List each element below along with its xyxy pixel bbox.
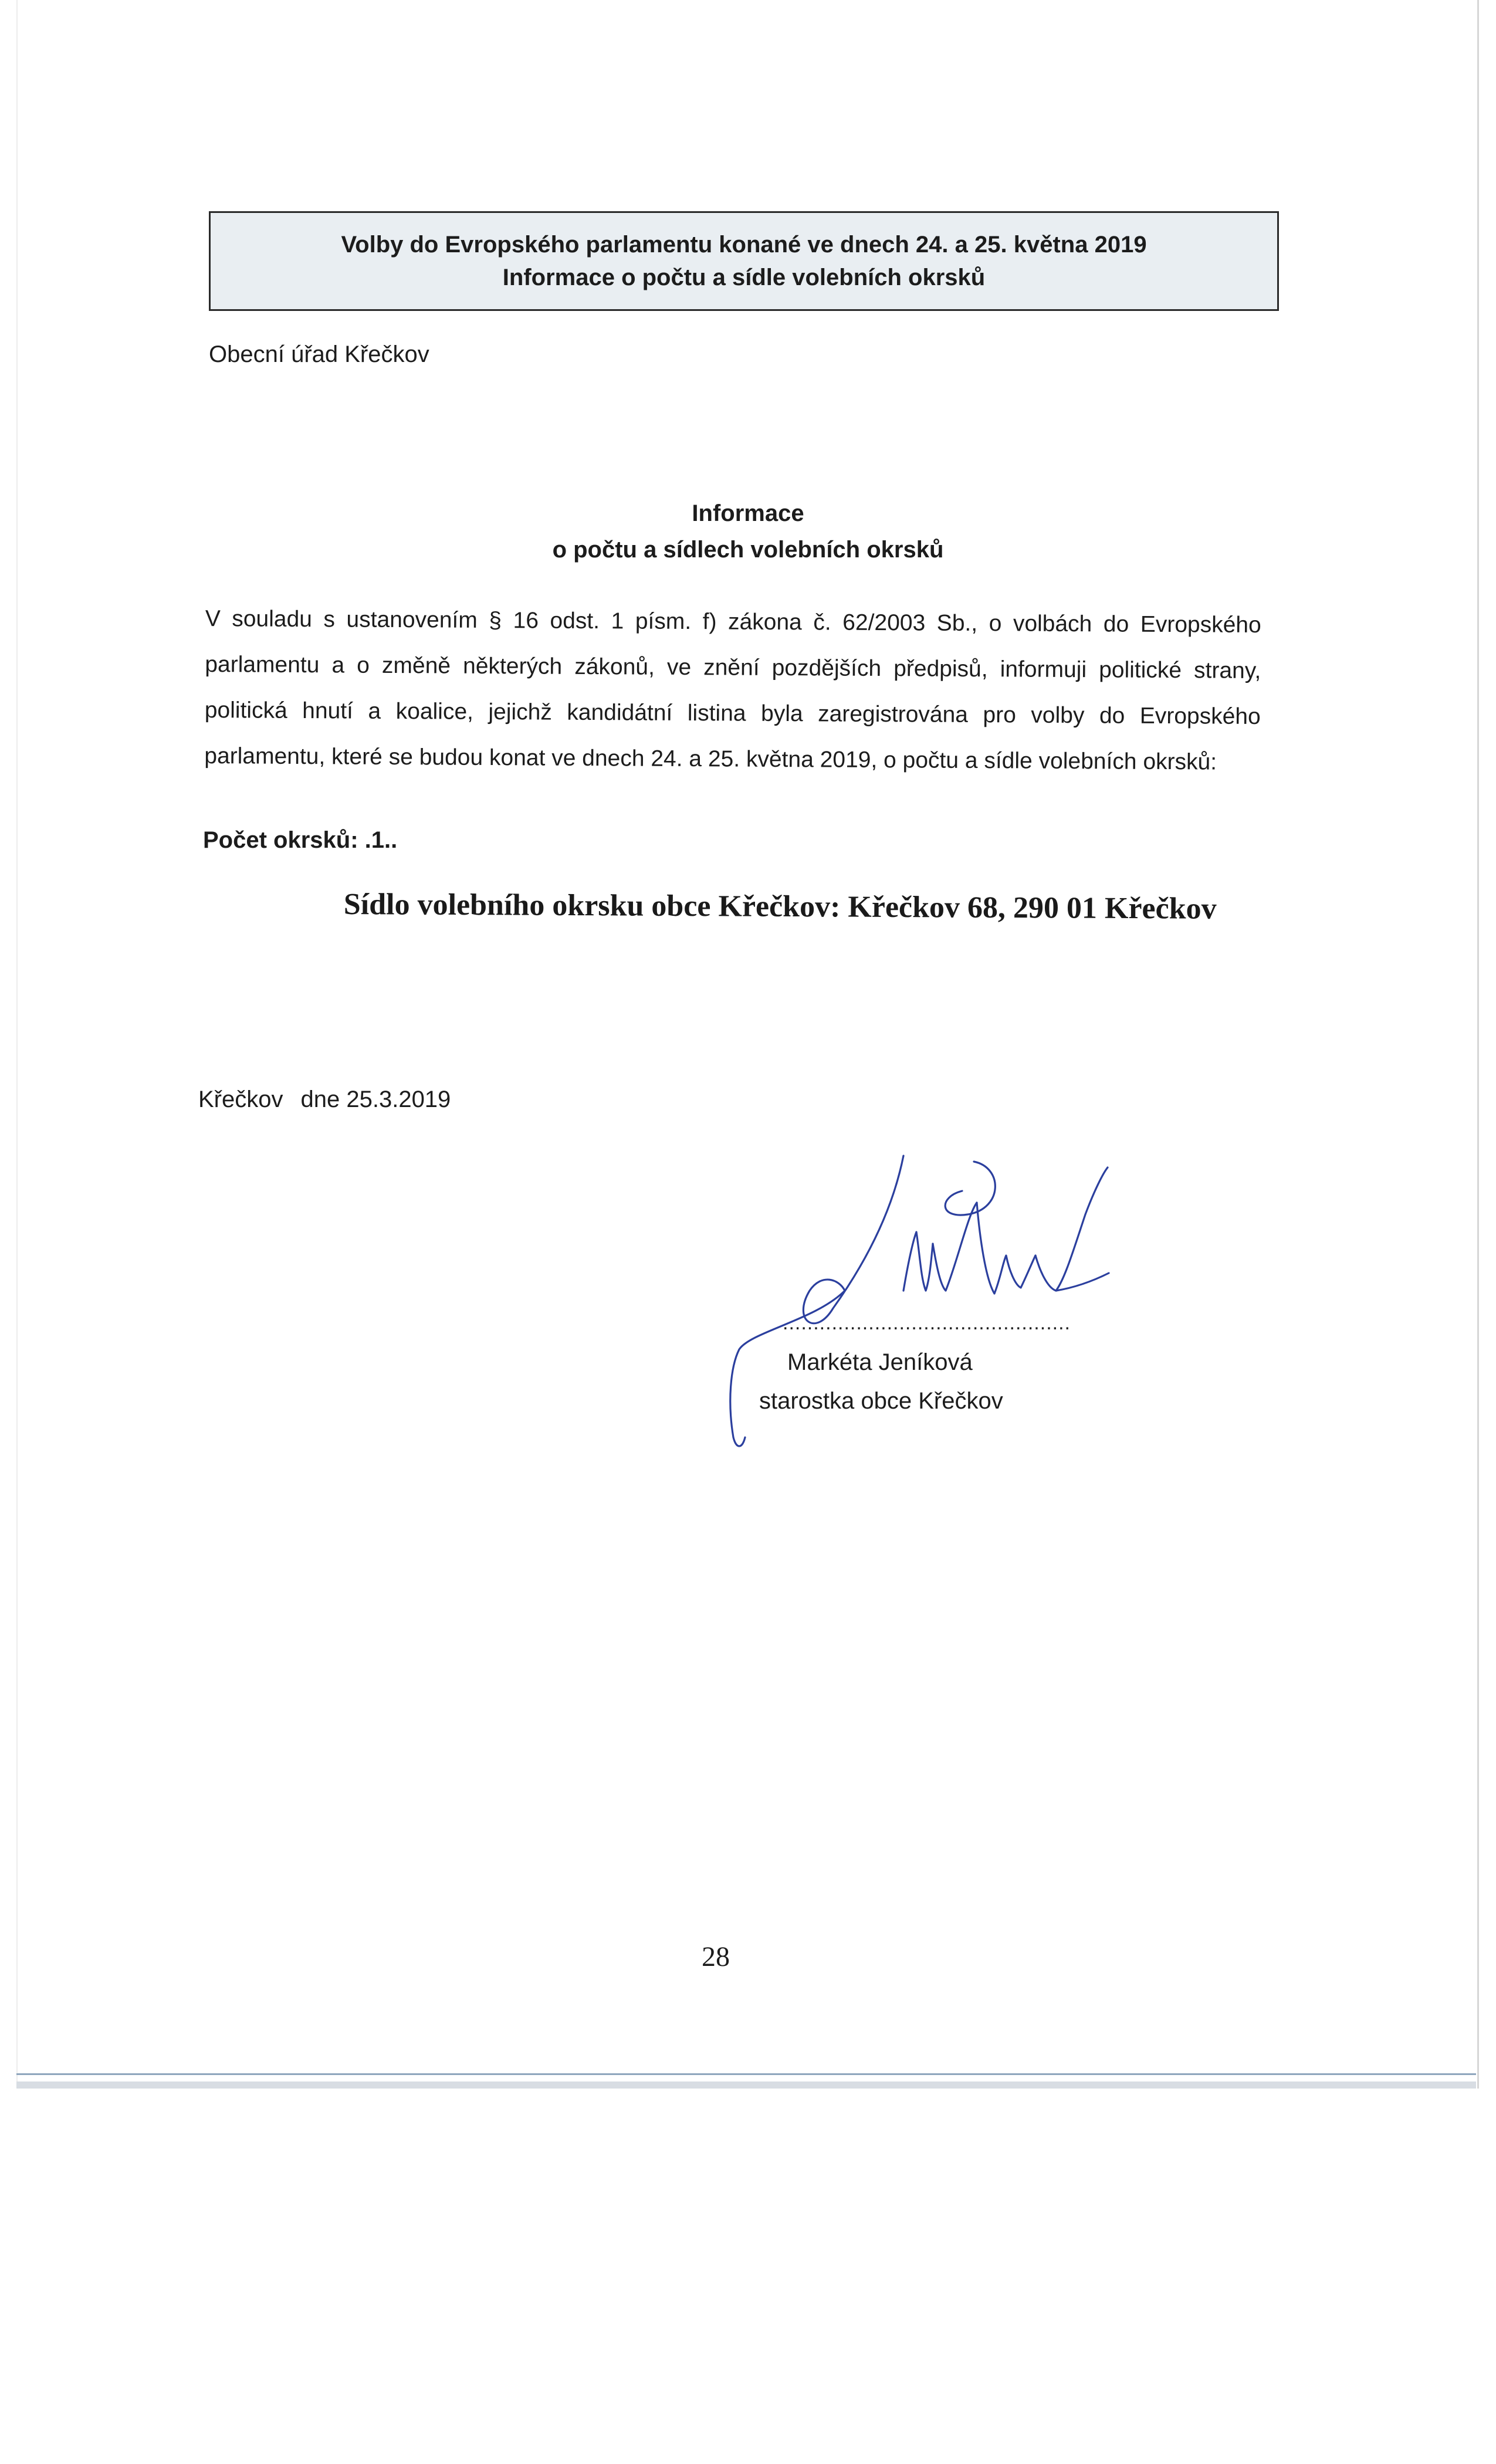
document-title-line1: Informace: [692, 500, 804, 526]
header-title: Volby do Evropského parlamentu konané ve dnech 24. a 25. května 2019: [341, 232, 1147, 258]
date: dne 25.3.2019: [300, 1087, 451, 1112]
signer-role: starostka obce Křečkov: [759, 1388, 1003, 1414]
header-box: [209, 211, 1279, 311]
document-title-line2: o počtu a sídlech volebních okrsků: [552, 537, 944, 563]
place: Křečkov: [198, 1087, 283, 1112]
header-subtitle: Informace o počtu a sídle volebních okrsků: [502, 265, 986, 290]
district-seat: Sídlo volebního okrsku obce Křečkov: Křečkov 68, 290 01 Křečkov: [343, 888, 1217, 926]
place-date: [198, 1087, 451, 1113]
district-count: [203, 827, 397, 854]
document-page: [16, 0, 1479, 2089]
scan-edge-line: [16, 2073, 1476, 2075]
document-title: [0, 495, 1496, 568]
page-number: 28: [702, 1941, 730, 1972]
district-count-label: Počet okrsků:: [203, 827, 358, 853]
scan-edge: [16, 2081, 1476, 2089]
district-count-value: .1..: [364, 827, 398, 853]
office-name: Obecní úřad Křečkov: [209, 341, 429, 367]
body-paragraph: V souladu s ustanovením § 16 odst. 1 písm. f) zákona č. 62/2003 Sb., o volbách do Evropského parlamentu a o změně některých zákonů, ve znění pozdějších předpisů, informuji politické strany, politická hnutí a koalice, jejichž kandidátní listina byla zaregistrována pro volby do Evropského parlamentu, které se budou konat ve dnech 24. a 25. května 2019, o počtu a sídle volebních okrsků:: [204, 605, 1261, 775]
signer-name: Markéta Jeníková: [787, 1349, 973, 1375]
signature-line: ...............................................: [783, 1312, 1071, 1334]
